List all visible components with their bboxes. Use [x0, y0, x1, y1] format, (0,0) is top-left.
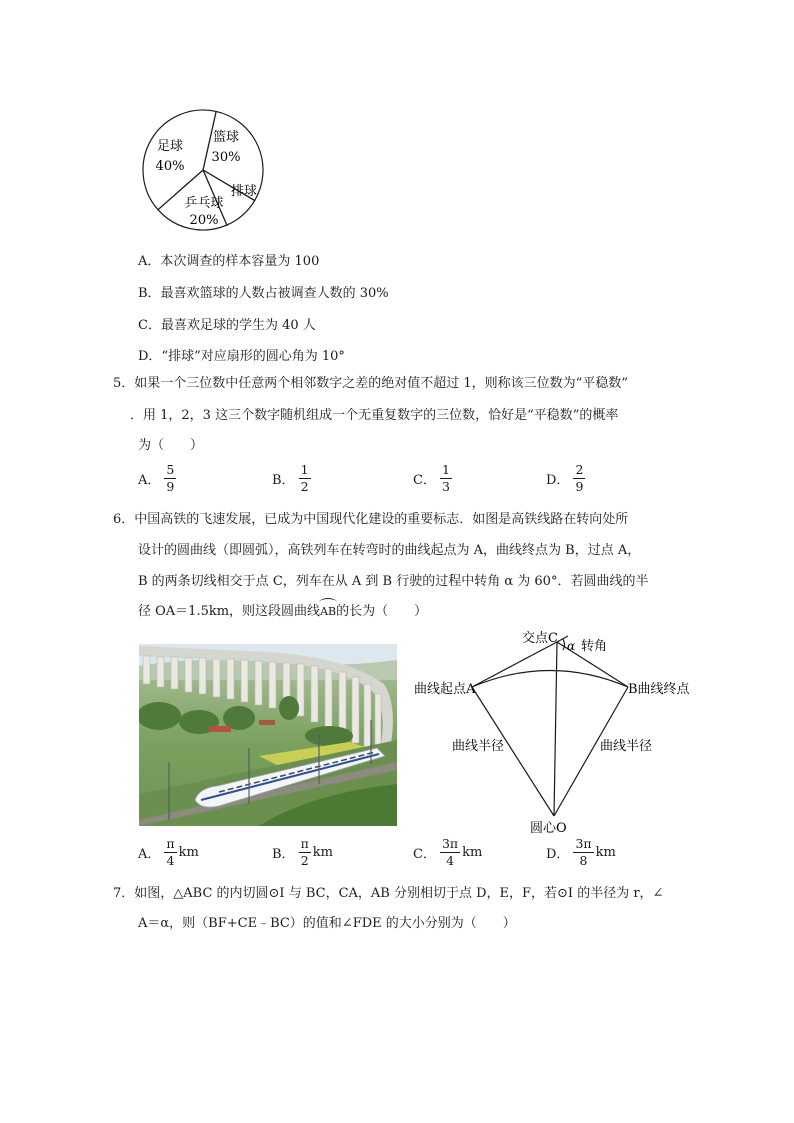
q5-line-3: 为（ ） [138, 438, 204, 453]
q5-option-c: C． $\frac{1}{3}$ [413, 462, 450, 494]
q7-line-1: 7．如图，△ABC 的内切圆⊙I 与 BC，CA，AB 分别相切于点 D，E，F，若⊙I 的半径为 r，∠ [113, 886, 664, 901]
q4-option-a: A．本次调查的样本容量为 100 [138, 254, 320, 269]
q6-option-d: D． $\frac{3\pi}{8}$ km [546, 836, 616, 868]
label-alpha: α [567, 639, 576, 653]
tangent-a [472, 642, 557, 687]
q7-line-2: A＝α，则（BF+CE﹣BC）的值和∠FDE 的大小分别为（ ） [138, 916, 516, 931]
q6-line-1: 6．中国高铁的飞速发展，已成为中国现代化建设的重要标志．如图是高铁线路在转向处所 [113, 512, 629, 527]
q4-option-c: C．最喜欢足球的学生为 40 人 [138, 318, 316, 333]
pie-percent-football: 40% [155, 159, 185, 174]
q5-option-a: A． $\frac{5}{9}$ [138, 462, 175, 494]
pie-label-football: 足球 [156, 139, 184, 154]
label-o: 圆心O [530, 821, 567, 836]
label-turn: 转角 [581, 639, 608, 654]
pie-percent-basketball: 30% [211, 150, 241, 165]
q5-line-2: ．用 1，2，3 这三个数字随机组成一个无重复数字的三位数，恰好是“平稳数”的概率 [130, 408, 619, 423]
pie-label-basketball: 篮球 [212, 130, 240, 145]
q5-line-1: 5．如果一个三位数中任意两个相邻数字之差的绝对值不超过 1，则称该三位数为“平稳数” [113, 376, 628, 391]
q6-line-4: 径 OA＝1.5km，则这段圆曲线 AB的长为（ ） [138, 605, 427, 618]
label-b: B曲线终点 [628, 682, 690, 697]
q4-option-d: D．“排球”对应扇形的圆心角为 10° [138, 349, 345, 364]
train-photo [139, 644, 397, 826]
label-c: 交点C [522, 631, 558, 646]
line-oc [554, 642, 557, 816]
q6-option-a: A． $\frac{\pi}{4}$ km [138, 836, 199, 868]
q5-option-d: D． $\frac{2}{9}$ [546, 462, 584, 494]
q6-option-c: C． $\frac{3\pi}{4}$ km [413, 836, 483, 868]
pie-chart [136, 108, 270, 232]
q6-option-b: B． $\frac{\pi}{2}$ km [272, 836, 333, 868]
pie-percent-pingpong: 20% [189, 213, 219, 228]
q6-line-3: B 的两条切线相交于点 C，列车在从 A 到 B 行驶的过程中转角 α 为 60°．若圆曲线的半 [138, 574, 649, 589]
arc-ab: AB [320, 605, 336, 618]
q5-option-b: B． $\frac{1}{2}$ [272, 462, 309, 494]
label-a: 曲线起点A [414, 682, 476, 697]
angle-alpha-mark [563, 639, 565, 650]
curve-diagram [410, 626, 700, 838]
label-radius-right: 曲线半径 [600, 739, 653, 754]
pie-label-volleyball: 排球 [230, 184, 258, 199]
label-radius-left: 曲线半径 [452, 739, 505, 754]
pie-label-pingpong: 乒乓球 [184, 196, 224, 211]
q4-option-b: B．最喜欢篮球的人数占被调查人数的 30% [138, 286, 389, 301]
q6-line-2: 设计的圆曲线（即圆弧），高铁列车在转弯时的曲线起点为 A，曲线终点为 B，过点 A， [138, 543, 641, 558]
arc-curve [472, 671, 628, 688]
